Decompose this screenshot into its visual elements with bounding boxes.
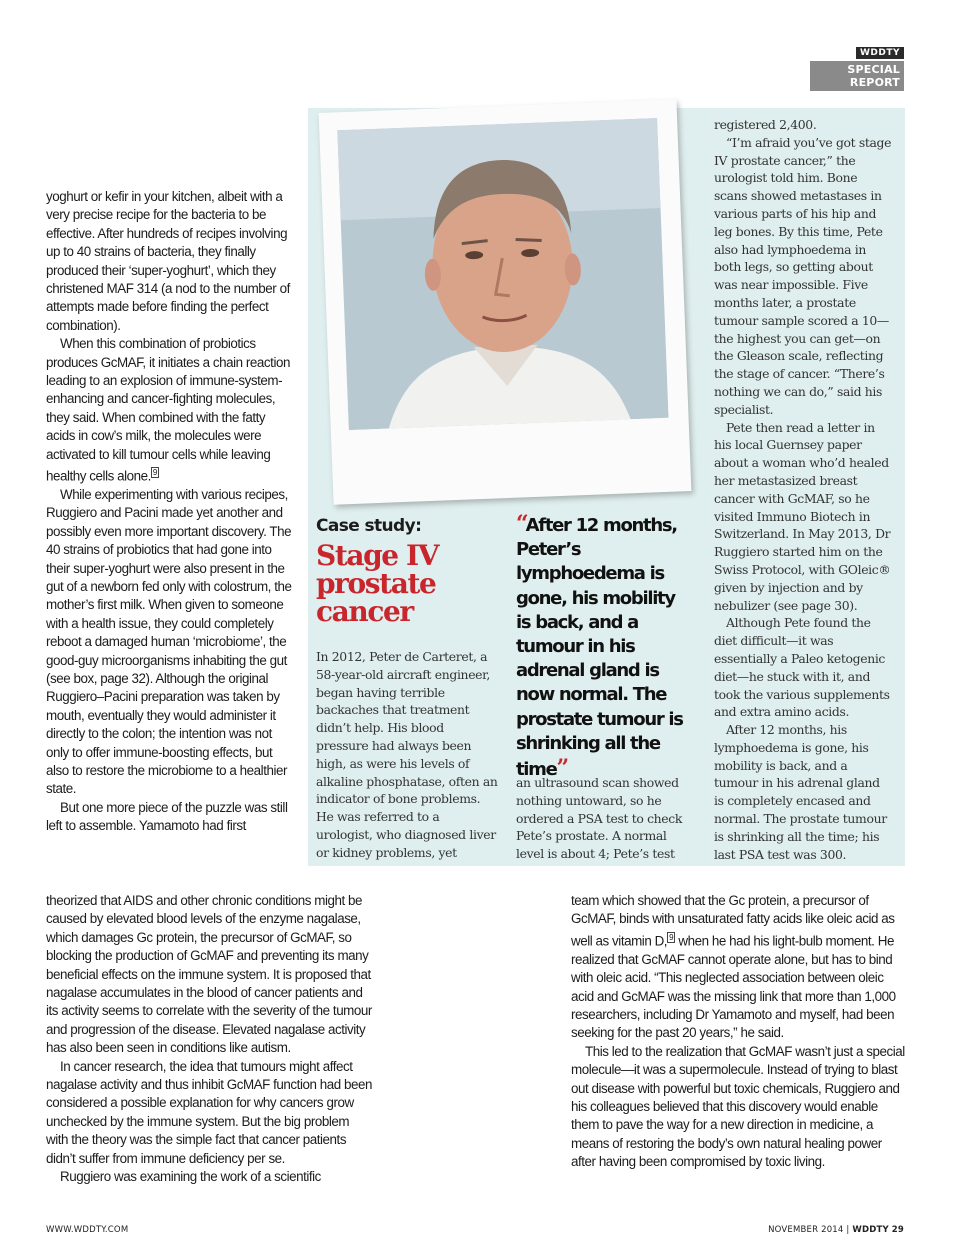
case-study-paragraph: Although Pete found the diet difficult—it was essentially a Paleo ketogenic diet—he stuck with it, and took the various supplements and extra amino acids. xyxy=(714,615,890,720)
footer-brand: WDDTY xyxy=(852,1225,889,1235)
case-study-paragraph: registered 2,400. xyxy=(714,117,817,132)
case-study-paragraph: “I’m afraid you’ve got stage IV prostate cancer,” the urologist told him. Bone scans showed metastases in various parts of his hip and leg bones. By this time, Pete also had lymphoedema in both legs, so getting about was near impossible. Five months later, a prostate tumour sample scored a 10—the highest you can get—on the Gleason scale, reflecting the stage of cancer. “There’s nothing we can do,” said his specialist. xyxy=(714,134,892,417)
article-column-left xyxy=(46,188,296,836)
reference-marker: 9 xyxy=(669,932,674,942)
portrait-illustration xyxy=(337,118,668,430)
article-paragraph: yoghurt or kefir in your kitchen, albeit with a very precise recipe for the bacteria to be effective. After hundreds of recipes involving up to 40 strains of bacteria, they finally produced their ‘super-yoghurt’, which they christened MAF 314 (a nod to the number of attempts made before finding the perfect combination). xyxy=(46,189,290,333)
footer-website: WWW.WDDTY.COM xyxy=(46,1225,129,1235)
footer-issue-date: NOVEMBER 2014 | xyxy=(768,1225,850,1235)
article-column-lower-left xyxy=(46,892,374,1187)
case-study-paragraph: After 12 months, his lymphoedema is gone, his mobility is back, and a tumour in his adrenal gland is completely encased and normal. The prostate tumour is shrinking all the time; his last PSA test was 300. xyxy=(714,722,887,862)
section-badge xyxy=(810,42,904,91)
pull-quote-text: After 12 months, Peter’s lymphoedema is gone, his mobility is back, and a tumour in his adrenal gland is now normal. The prostate tumour is shrinking all the time xyxy=(516,515,683,781)
article-paragraph: Ruggiero was examining the work of a scientific xyxy=(60,1169,321,1185)
portrait-photo xyxy=(337,118,668,430)
magazine-logo: WDDTY xyxy=(856,47,904,59)
case-study-column-2 xyxy=(516,774,688,863)
case-study-title: Stage IV prostate cancer xyxy=(316,539,439,628)
article-paragraph: But one more piece of the puzzle was still left to assemble. Yamamoto had first xyxy=(46,799,288,834)
footer-issue xyxy=(768,1225,904,1235)
article-paragraph: theorized that AIDS and other chronic conditions might be caused by elevated blood levels of the enzyme nagalase, which damages Gc protein, the precursor of GcMAF, so blocking the production of GcMAF and preventing its many beneficial effects on the immune system. It is proposed that nagalase accumulates in the blood of cancer patients and its activity seems to correlate with the severity of the tumour and progression of the disease. Elevated nagalase activity has also been seen in conditions like autism. xyxy=(46,893,372,1056)
section-label: SPECIAL REPORT xyxy=(810,61,904,91)
close-quote-icon: ” xyxy=(556,755,567,782)
case-study-paragraph: an ultrasound scan showed nothing untoward, so he ordered a PSA test to check Pete’s prostate. A normal level is about 4; Pete’s test xyxy=(516,775,683,862)
page-number: 29 xyxy=(891,1225,904,1235)
case-study-column-3 xyxy=(714,116,892,863)
article-paragraph: In cancer research, the idea that tumours might affect nagalase activity and thus inhibit GcMAF function had been considered a possible explanation for why cancers grow unchecked by the immune system. But the big problem with the theory was the simple fact that cancer patients didn’t suffer from immune deficiency per se. xyxy=(46,1058,372,1166)
pull-quote xyxy=(516,512,694,782)
article-paragraph: When this combination of probiotics produces GcMAF, it initiates a chain reaction leading to an explosion of immune-system-enhancing and cancer-fighting molecules, they said. When combined with the fatty acids in cow’s milk, the molecules were activated to kill tumour cells while leaving healthy cells alone. $^9$ xyxy=(46,336,290,484)
article-paragraph: This led to the realization that GcMAF wasn’t just a special molecule—it was a supermolecule. Instead of trying to blast out disease with powerful but toxic chemicals, Ruggiero and his colleagues believed that this discovery would enable them to pave the way for a new direction in medicine, a means of restoring the body’s own natural healing power after having been compromised by toxic living. xyxy=(571,1043,905,1170)
article-paragraph: While experimenting with various recipes, Ruggiero and Pacini made yet another and possibly even more important discovery. The 40 strains of probiotics that had gone into their super-yoghurt were also present in the gut of a newborn fed only with colostrum, the mother’s first milk. When given to someone with a health issue, they could completely reboot a damaged human ‘microbiome’, the good-guy microorganisms inhabiting the gut (see box, page 32). Although the original Ruggiero–Pacini preparation was taken by mouth, eventually they would administer it directly to the colon; the intention was not only to offer immune-boosting effects, but also to restore the microbiome to a healthier state. xyxy=(46,486,292,797)
article-paragraph: team which showed that the Gc protein, a precursor of GcMAF, binds with unsaturated fatty acids like oleic acid as well as vitamin D, $^9$ when he had his light-bulb moment. He realized that GcMAF cannot operate alone, but has to bind with oleic acid. “This neglected association between oleic acid and GcMAF was the missing link that more than 1,000 researchers, including Dr Yamamoto and myself, had been seeking for the past 20 years,” he said. xyxy=(571,893,896,1041)
case-study-paragraph: In 2012, Peter de Carteret, a 58-year-old aircraft engineer, began having terrible backaches that treatment didn’t help. His blood pressure had always been high, as were his levels of alkaline phosphatase, often an indicator of bone problems. He was referred to a urologist, who diagnosed liver or kidney problems, yet xyxy=(316,649,498,860)
reference-marker: 9 xyxy=(152,468,157,478)
photo-frame xyxy=(319,99,692,504)
open-quote-icon: “ xyxy=(516,511,526,537)
case-study-paragraph: Pete then read a letter in his local Guernsey paper about a woman who’d healed her metastasized breast cancer with GcMAF, so he visited Immuno Biotech in Switzerland. In May 2013, Dr Ruggiero started him on the Swiss Protocol, with GOleic® given by injection and by nebulizer (see page 30). xyxy=(714,419,891,613)
case-study-label: Case study: xyxy=(316,516,422,536)
case-study-column-1 xyxy=(316,648,498,862)
article-column-lower-right xyxy=(571,892,905,1172)
